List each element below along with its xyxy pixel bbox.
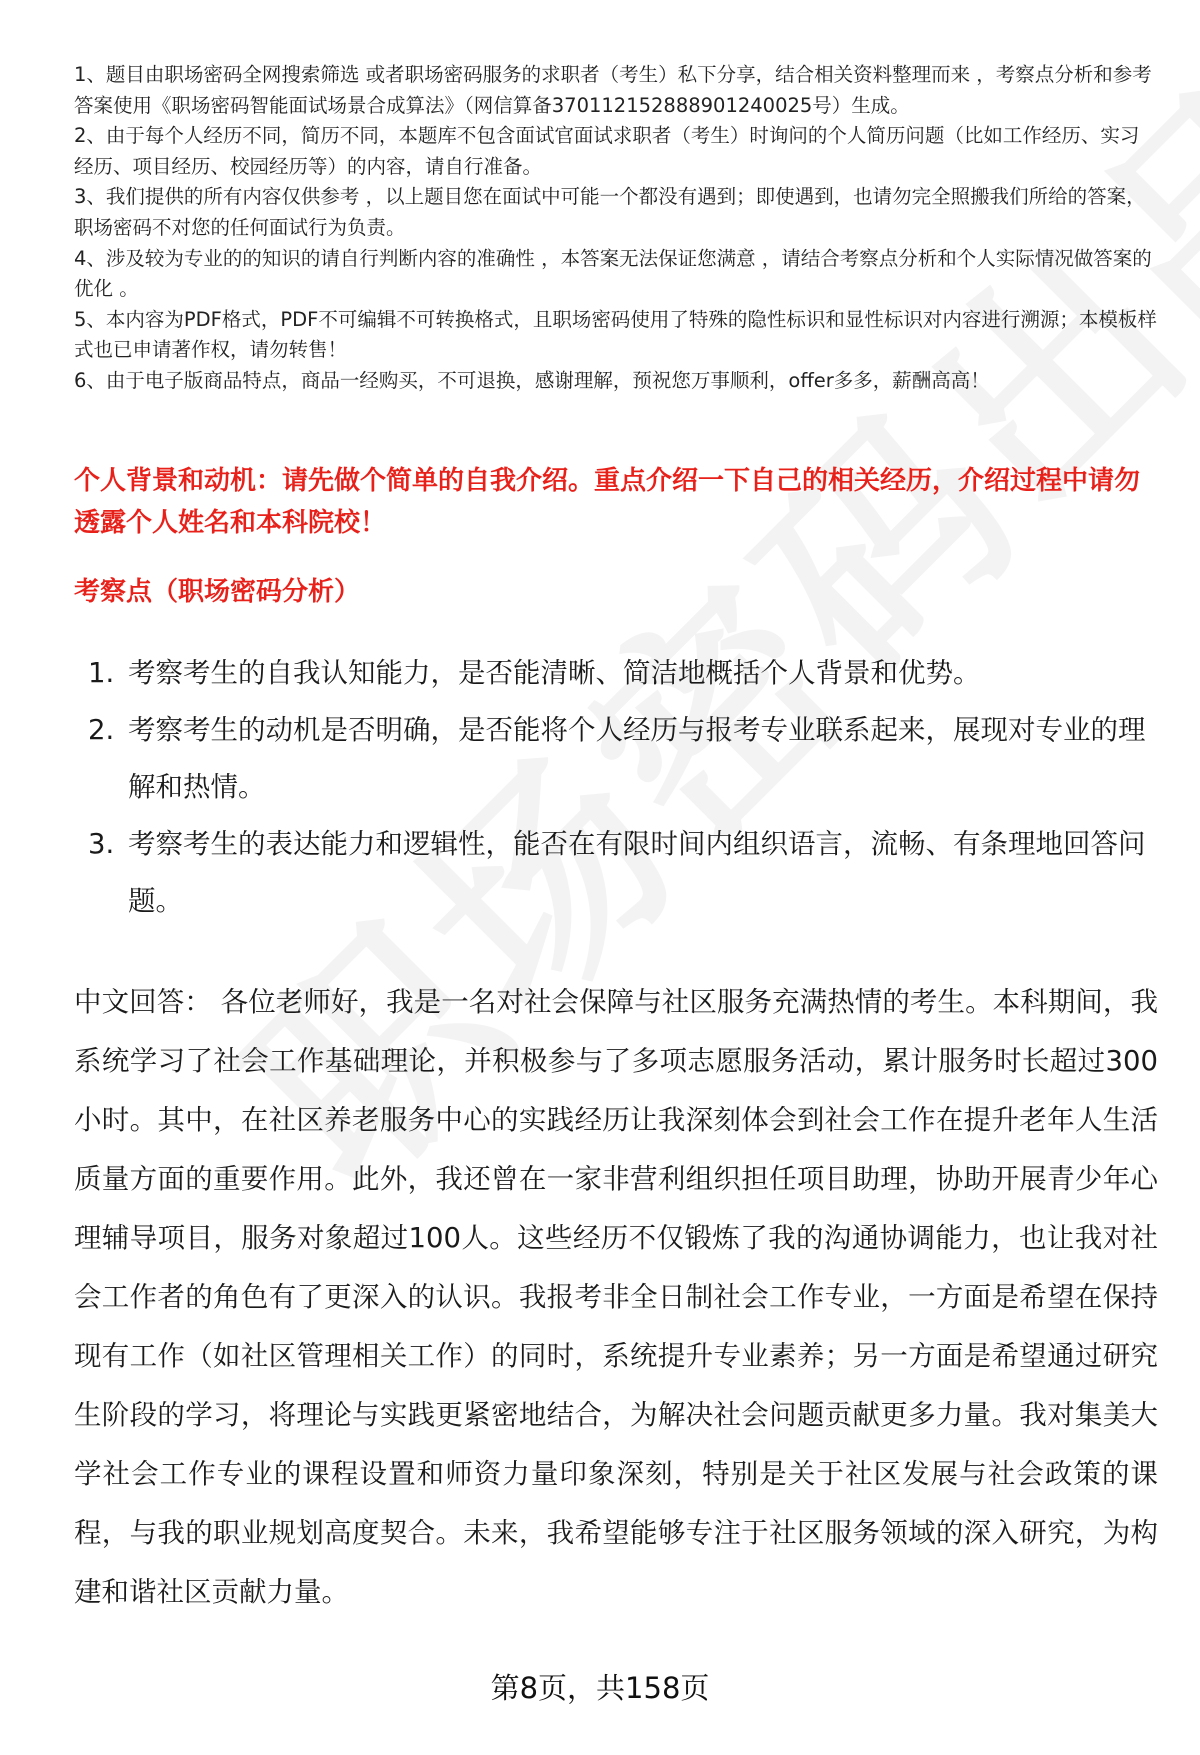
- disclaimer-item: 2、由于每个人经历不同，简历不同，本题库不包含面试官面试求职者（考生）时询问的个人简历问题（比如工作经历、实习经历、项目经历、校园经历等）的内容，请自行准备。: [74, 124, 1140, 178]
- analysis-point: [74, 702, 1158, 816]
- answer-paragraph: 中文回答： 各位老师好，我是一名对社会保障与社区服务充满热情的考生。本科期间，我系统学习了社会工作基础理论，并积极参与了多项志愿服务活动，累计服务时长超过300小时。其中，在社区养老服务中心的实践经历让我深刻体会到社会工作在提升老年人生活质量方面的重要作用。此外，我还曾在一家非营利组织担任项目助理，协助开展青少年心理辅导项目，服务对象超过100人。这些经历不仅锻炼了我的沟通协调能力，也让我对社会工作者的角色有了更深入的认识。我报考非全日制社会工作专业，一方面是希望在保持现有工作（如社区管理相关工作）的同时，系统提升专业素养；另一方面是希望通过研究生阶段的学习，将理论与实践更紧密地结合，为解决社会问题贡献更多力量。我对集美大学社会工作专业的课程设置和师资力量印象深刻，特别是关于社区发展与社会政策的课程，与我的职业规划高度契合。未来，我希望能够专注于社区服务领域的深入研究，为构建和谐社区贡献力量。: [74, 986, 1158, 1608]
- disclaimer-item: 5、本内容为PDF格式，PDF不可编辑不可转换格式，且职场密码使用了特殊的隐性标识和显性标识对内容进行溯源；本模板样式也已申请著作权，请勿转售！: [74, 307, 1157, 362]
- analysis-points-list: [74, 645, 1158, 930]
- question-heading: 个人背景和动机：请先做个简单的自我介绍。重点介绍一下自己的相关经历，介绍过程中请勿透露个人姓名和本科院校！: [74, 466, 1141, 538]
- disclaimer-item: 4、涉及较为专业的的知识的请自行判断内容的准确性 ，本答案无法保证您满意 ，请结合考察点分析和个人实际情况做答案的优化 。: [74, 246, 1152, 301]
- disclaimer-block: [74, 60, 1158, 397]
- analysis-point: [74, 645, 1158, 702]
- point-text: 考察考生的动机是否明确，是否能将个人经历与报考专业联系起来，展现对专业的理解和热情。: [128, 714, 1146, 803]
- disclaimer-item: 6、由于电子版商品特点，商品一经购买，不可退换，感谢理解，预祝您万事顺利，offer多多，薪酬高高！: [74, 368, 990, 392]
- disclaimer-item: 1、题目由职场密码全网搜索筛选 或者职场密码服务的求职者（考生）私下分享，结合相关资料整理而来 ，考察点分析和参考答案使用《职场密码智能面试场景合成算法》（网信算备370112152888901240025号）生成。: [74, 63, 1152, 117]
- page-number: 第8页，共158页: [490, 1671, 710, 1705]
- point-text: 考察考生的表达能力和逻辑性，能否在有限时间内组织语言，流畅、有条理地回答问题。: [128, 828, 1146, 917]
- point-number: 1.: [88, 657, 115, 689]
- point-text: 考察考生的自我认知能力，是否能清晰、简洁地概括个人背景和优势。: [128, 657, 981, 689]
- analysis-title: 考察点（职场密码分析）: [74, 577, 361, 607]
- point-number: 2.: [88, 714, 115, 746]
- disclaimer-item: 3、我们提供的所有内容仅供参考 ，以上题目您在面试中可能一个都没有遇到；即使遇到，也请勿完全照搬我们所给的答案，职场密码不对您的任何面试行为负责。: [74, 185, 1146, 239]
- point-number: 3.: [88, 828, 115, 860]
- analysis-point: [74, 816, 1158, 930]
